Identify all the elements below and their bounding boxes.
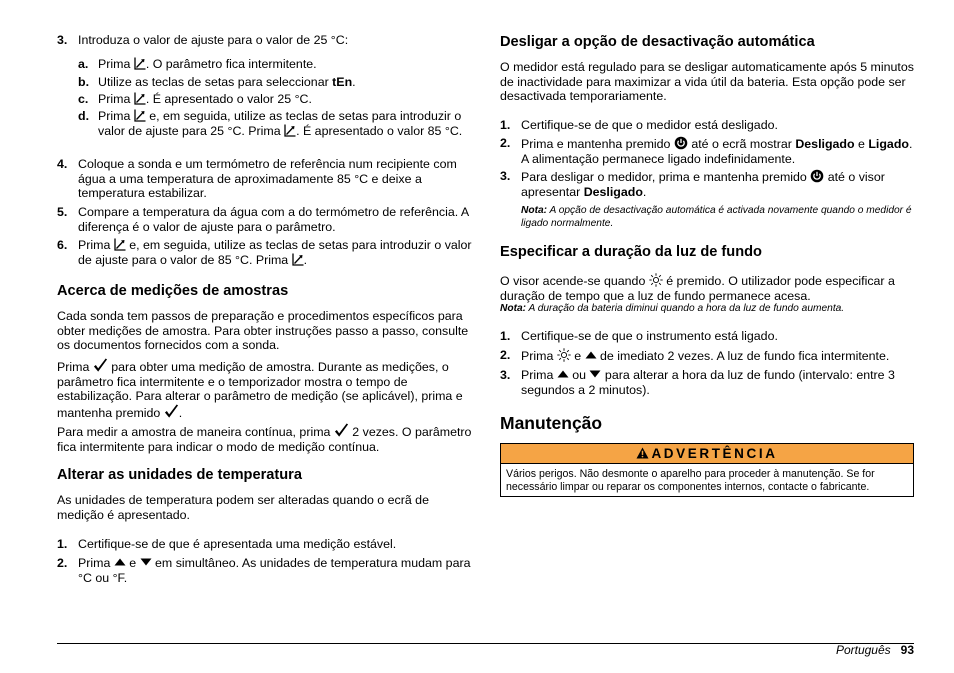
step-5 [57, 205, 473, 234]
warning-title: ADVERTÊNCIA [651, 446, 778, 461]
step-number: 2. [500, 348, 511, 362]
up-arrow-key-icon [557, 370, 569, 378]
text: é premido. O utilizador pode especificar a duração de tempo que a luz de fundo permanece acesa. [500, 274, 895, 303]
step-text: e [570, 349, 585, 363]
step-text: e [854, 137, 869, 151]
text: Para medir a amostra de maneira contínua, prima [57, 425, 334, 439]
backlight-step-2 [500, 348, 914, 364]
up-arrow-key-icon [114, 558, 126, 566]
step-number: 3. [500, 169, 511, 183]
step-text: Prima [521, 368, 557, 382]
step-number: 4. [57, 157, 68, 171]
step-6 [57, 238, 473, 267]
text: Prima [57, 360, 93, 374]
step-text: Certifique-se de que é apresentada uma medição estável. [78, 537, 397, 551]
warning-text: Vários perigos. Não desmonte o aparelho para proceder à manutenção. Se for necessário limpar ou reparar os componentes internos, contacte o fabricante. [506, 468, 875, 493]
step-text: e, em seguida, utilize as teclas de setas para introduzir o valor de ajuste para o valor de 85 °C. Prima [78, 238, 472, 267]
step-number: a. [78, 57, 89, 71]
warning-header [501, 444, 913, 464]
down-arrow-key-icon [140, 558, 152, 566]
step-number: c. [78, 92, 89, 106]
step-text: até o ecrã mostrar [687, 137, 796, 151]
step-number: 1. [500, 118, 511, 132]
step-text: e [125, 556, 140, 570]
text: para obter uma medição de amostra. Durante as medições, o parâmetro fica intermitente e o temporizador mostra o tempo de estabilização. Para alterar o parâmetro de medição (se aplicável), prima e mantenha premido [57, 360, 463, 420]
step-4 [57, 157, 473, 201]
warning-box [500, 443, 914, 497]
power-key-icon [810, 169, 824, 183]
display-text: Desligado [583, 184, 643, 199]
step-text: Prima [78, 556, 114, 570]
note-label: Nota: [500, 303, 527, 314]
text: O visor acende-se quando [500, 274, 649, 288]
step-number: 2. [500, 136, 511, 150]
paragraph [57, 423, 473, 454]
note-label: Nota: [521, 205, 548, 216]
calibrate-key-icon [114, 238, 126, 251]
display-text: Ligado [868, 137, 909, 151]
backlight-step-3 [500, 368, 914, 397]
calibrate-key-icon [134, 92, 146, 105]
paragraph: O medidor está regulado para se desligar automaticamente após 5 minutos de inactividade para maximizar a vida útil da bateria. Esta opção pode ser desactivada temporariamente. [500, 60, 914, 104]
up-arrow-key-icon [585, 351, 597, 359]
step-number: 2. [57, 556, 68, 570]
step-number: 1. [500, 329, 511, 343]
calibrate-key-icon [134, 57, 146, 70]
text: . [178, 405, 183, 420]
text: 2 vezes. O parâmetro fica intermitente para indicar o modo de medição contínua. [57, 425, 472, 454]
step-text: Prima [98, 92, 134, 106]
calibrate-key-icon [284, 124, 296, 137]
paragraph [500, 273, 914, 303]
note [500, 302, 914, 315]
page-number: 93 [900, 643, 914, 657]
section-heading-samples: Acerca de medições de amostras [57, 283, 289, 299]
step-3 [57, 33, 473, 48]
step-3c [78, 92, 473, 107]
step-text: Introduza o valor de ajuste para o valor de 25 °C: [78, 33, 349, 47]
section-heading-maintenance: Manutenção [500, 413, 603, 433]
backlight-key-icon [649, 273, 663, 287]
step-text: Utilize as teclas de setas para seleccionar [98, 75, 333, 89]
step-number: 3. [500, 368, 511, 382]
step-text: Compare a temperatura da água com a do termómetro de referência. A diferença é o valor de ajuste para o parâmetro. [78, 205, 469, 234]
step-text: Prima [78, 238, 114, 252]
auto-step-2 [500, 136, 914, 166]
step-number: 5. [57, 205, 68, 219]
step-text: para alterar a hora da luz de fundo (intervalo: entre 3 segundos a 2 minutos). [521, 368, 895, 397]
step-text: e, em seguida, utilize as teclas de setas para introduzir o valor de ajuste para 25 °C. Prima [98, 109, 462, 138]
step-number: d. [78, 109, 90, 123]
units-step-1 [57, 537, 473, 552]
step-text: . [352, 75, 356, 89]
step-text: . É apresentado o valor 25 °C. [145, 92, 312, 106]
step-number: b. [78, 75, 90, 89]
step-text: Para desligar o medidor, prima e mantenha premido [521, 170, 811, 184]
step-text: Prima [98, 109, 134, 123]
checkmark-read-key-icon [334, 423, 349, 438]
note-text: A duração da bateria diminui quando a hora da luz de fundo aumenta. [526, 303, 845, 314]
calibrate-key-icon [134, 109, 146, 122]
step-3b [78, 75, 473, 90]
step-text: em simultâneo. As unidades de temperatura mudam para °C ou °F. [78, 556, 471, 585]
auto-step-3 [500, 169, 914, 199]
step-text: . É apresentado o valor 85 °C. [296, 123, 463, 138]
step-text: Certifique-se de que o instrumento está ligado. [521, 329, 778, 343]
section-heading-units: Alterar as unidades de temperatura [57, 467, 302, 483]
step-text: até o visor apresentar [521, 170, 885, 199]
step-number: 6. [57, 238, 68, 252]
step-text: . A alimentação permanece ligado indefinidamente. [521, 137, 913, 166]
step-text: Coloque a sonda e um termómetro de referência num recipiente com água a uma temperatura de aproximadamente 85 °C e deixe a temperatura estabilizar. [78, 157, 457, 201]
note-text: A opção de desactivação automática é activada novamente quando o medidor é ligado normalmente. [521, 205, 912, 229]
step-number: 1. [57, 537, 68, 551]
paragraph [57, 358, 473, 420]
display-code: tEn [332, 75, 353, 89]
paragraph: As unidades de temperatura podem ser alteradas quando o ecrã de medição é apresentado. [57, 493, 429, 522]
section-heading-backlight: Especificar a duração da luz de fundo [500, 244, 762, 260]
backlight-step-1 [500, 329, 914, 344]
step-3a [78, 57, 473, 72]
note [500, 204, 914, 230]
paragraph: Cada sonda tem passos de preparação e procedimentos específicos para obter medições de amostra. Para obter instruções passo a passo, consulte os documentos fornecidos com a sonda. [57, 309, 469, 353]
step-text: ou [568, 368, 590, 382]
step-text: de imediato 2 vezes. A luz de fundo fica intermitente. [596, 349, 890, 363]
footer-language: Português [835, 643, 891, 657]
step-number: 3. [57, 33, 68, 47]
backlight-key-icon [557, 348, 571, 362]
step-text: . [303, 252, 308, 267]
auto-step-1 [500, 118, 914, 133]
step-text: Prima [98, 57, 134, 71]
warning-triangle-icon [636, 447, 649, 459]
checkmark-read-key-icon [164, 404, 179, 419]
step-text: Prima e mantenha premido [521, 137, 674, 151]
step-text: Certifique-se de que o medidor está desligado. [521, 118, 778, 132]
step-text: . O parâmetro fica intermitente. [145, 57, 317, 71]
footer-divider [57, 643, 914, 644]
step-text: Prima [521, 349, 557, 363]
step-3d [78, 109, 473, 138]
page-footer [836, 643, 914, 657]
units-step-2 [57, 556, 473, 585]
checkmark-read-key-icon [93, 358, 108, 373]
step-text: . [642, 184, 647, 199]
display-text: Desligado [795, 137, 855, 151]
power-key-icon [674, 136, 688, 150]
calibrate-key-icon [292, 253, 304, 266]
down-arrow-key-icon [589, 370, 601, 378]
section-heading-auto-off: Desligar a opção de desactivação automática [500, 34, 815, 50]
